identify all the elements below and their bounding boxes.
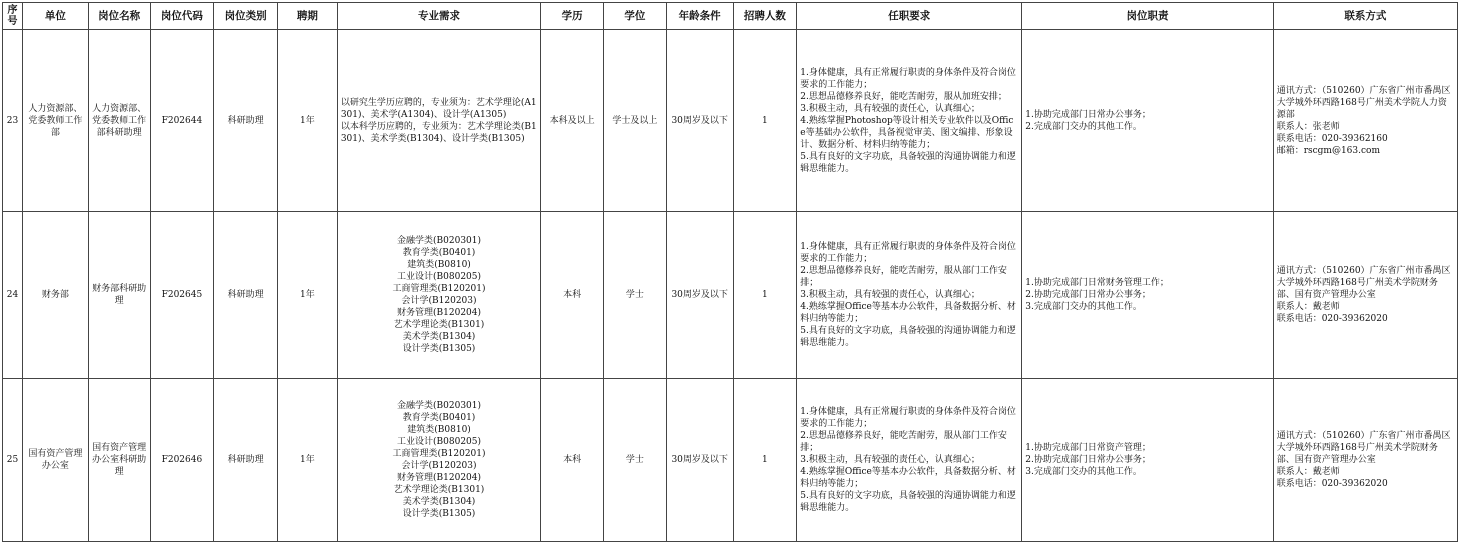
requirement-line: 4.熟练掌握Photoshop等设计相关专业软件以及Office等基础办公软件，具备视觉审美、图文编排、形象设计、数据分析、材料归纳等能力； [800, 115, 1014, 150]
contact-email: 邮箱：rscgm@163.com [1276, 145, 1380, 156]
cell-category: 科研助理 [214, 30, 278, 212]
cell-requirements [797, 379, 1022, 542]
recruitment-table [2, 2, 1458, 542]
cell-term: 1年 [278, 212, 338, 379]
major-line: 工商管理类(B120201) [392, 284, 486, 294]
contact-phone: 联系电话：020-39362160 [1276, 133, 1388, 144]
cell-education: 本科 [541, 212, 604, 379]
requirement-line: 3.积极主动，具有较强的责任心，认真细心； [800, 103, 980, 114]
cell-contact [1273, 30, 1457, 212]
cell-contact [1273, 212, 1457, 379]
major-line: 会计学(B120203) [401, 296, 477, 306]
requirement-line: 2.思想品德修养良好，能吃苦耐劳，服从部门工作安排； [800, 266, 1007, 288]
requirement-line: 5.具有良好的文字功底，具备较强的沟通协调能力和逻辑思维能力。 [800, 491, 1016, 513]
cell-term: 1年 [278, 30, 338, 212]
cell-unit: 人力资源部、党委教师工作部 [22, 30, 88, 212]
cell-code: F202644 [150, 30, 214, 212]
header-degree: 学位 [604, 3, 667, 30]
major-line: 金融学类(B020301) [397, 401, 482, 411]
cell-unit: 财务部 [22, 212, 88, 379]
header-duties: 岗位职责 [1022, 3, 1273, 30]
contact-person: 联系人：张老师 [1276, 121, 1340, 132]
contact-address: 通讯方式：（510260）广东省广州市番禺区大学城外环西路168号广州美术学院人力资源部 [1276, 85, 1451, 120]
cell-term: 1年 [278, 379, 338, 542]
header-term: 聘期 [278, 3, 338, 30]
duty-line: 1.协助完成部门日常资产管理； [1025, 443, 1151, 453]
cell-major [337, 379, 540, 542]
cell-age: 30周岁及以下 [666, 379, 733, 542]
requirement-line: 1.身体健康，具有正常履行职责的身体条件及符合岗位要求的工作能力； [800, 242, 1016, 264]
requirement-line: 4.熟练掌握Office等基本办公软件，具备数据分析、材料归纳等能力； [800, 467, 1016, 489]
cell-unit: 国有资产管理办公室 [22, 379, 88, 542]
requirement-line: 5.具有良好的文字功底，具备较强的沟通协调能力和逻辑思维能力。 [800, 151, 1016, 174]
requirement-line: 1.身体健康，具有正常履行职责的身体条件及符合岗位要求的工作能力； [800, 67, 1016, 90]
cell-code: F202646 [150, 379, 214, 542]
major-line: 设计学类(B1305) [402, 509, 476, 519]
header-major: 专业需求 [337, 3, 540, 30]
cell-duties [1022, 212, 1273, 379]
requirement-line: 3.积极主动，具有较强的责任心，认真细心； [800, 455, 980, 465]
requirement-line: 1.身体健康，具有正常履行职责的身体条件及符合岗位要求的工作能力； [800, 407, 1016, 429]
cell-position: 人力资源部、党委教师工作部科研助理 [88, 30, 150, 212]
header-unit: 单位 [22, 3, 88, 30]
requirement-line: 4.熟练掌握Office等基本办公软件，具备数据分析、材料归纳等能力； [800, 302, 1016, 324]
major-line: 建筑类(B0810) [407, 425, 471, 435]
cell-degree: 学士 [604, 379, 667, 542]
header-requirements: 任职要求 [797, 3, 1022, 30]
header-contact: 联系方式 [1273, 3, 1457, 30]
duty-line: 2.协助完成部门日常办公事务； [1025, 290, 1151, 300]
duty-line: 2.完成部门交办的其他工作。 [1025, 121, 1142, 132]
duty-line: 2.协助完成部门日常办公事务； [1025, 455, 1151, 465]
cell-category: 科研助理 [214, 379, 278, 542]
duty-line: 1.协助完成部门日常财务管理工作； [1025, 278, 1169, 288]
cell-position: 国有资产管理办公室科研助理 [88, 379, 150, 542]
cell-seq: 23 [3, 30, 23, 212]
major-line: 工商管理类(B120201) [392, 449, 486, 459]
duty-line: 1.协助完成部门日常办公事务； [1025, 109, 1151, 120]
major-line: 教育学类(B0401) [402, 248, 476, 258]
cell-requirements [797, 212, 1022, 379]
contact-address: 通讯方式：（510260）广东省广州市番禺区大学城外环西路168号广州美术学院财务部、国有资产管理办公室 [1276, 431, 1451, 465]
major-line: 会计学(B120203) [401, 461, 477, 471]
header-row [3, 3, 1458, 30]
cell-major [337, 212, 540, 379]
table-row [3, 212, 1458, 379]
major-line: 美术学类(B1304) [402, 332, 476, 342]
cell-category: 科研助理 [214, 212, 278, 379]
major-line: 工业设计(B080205) [397, 437, 482, 447]
cell-duties [1022, 30, 1273, 212]
major-line: 财务管理(B120204) [397, 308, 482, 318]
header-count: 招聘人数 [733, 3, 797, 30]
requirement-line: 2.思想品德修养良好，能吃苦耐劳，服从部门工作安排； [800, 431, 1007, 453]
requirement-line: 2.思想品德修养良好，能吃苦耐劳，服从加班安排； [800, 91, 1007, 102]
contact-phone: 联系电话：020-39362020 [1276, 479, 1388, 489]
contact-person: 联系人：戴老师 [1276, 302, 1340, 312]
contact-person: 联系人：戴老师 [1276, 467, 1340, 477]
header-age: 年龄条件 [666, 3, 733, 30]
cell-degree: 学士及以上 [604, 30, 667, 212]
major-line: 以研究生学历应聘的，专业须为：艺术学理论(A1301)、美术学(A1304)、设计学(A1305) [340, 97, 537, 120]
major-line: 金融学类(B020301) [397, 236, 482, 246]
cell-count: 1 [733, 212, 797, 379]
cell-education: 本科及以上 [541, 30, 604, 212]
major-line: 建筑类(B0810) [407, 260, 471, 270]
cell-major [337, 30, 540, 212]
cell-contact [1273, 379, 1457, 542]
cell-age: 30周岁及以下 [666, 212, 733, 379]
contact-address: 通讯方式：（510260）广东省广州市番禺区大学城外环西路168号广州美术学院财务部、国有资产管理办公室 [1276, 266, 1451, 300]
major-line: 教育学类(B0401) [402, 413, 476, 423]
contact-phone: 联系电话：020-39362020 [1276, 314, 1388, 324]
header-seq: 序号 [3, 3, 23, 30]
cell-seq: 24 [3, 212, 23, 379]
major-line: 美术学类(B1304) [402, 497, 476, 507]
header-category: 岗位类别 [214, 3, 278, 30]
major-line: 工业设计(B080205) [397, 272, 482, 282]
duty-line: 3.完成部门交办的其他工作。 [1025, 467, 1142, 477]
cell-age: 30周岁及以下 [666, 30, 733, 212]
header-education: 学历 [541, 3, 604, 30]
cell-count: 1 [733, 379, 797, 542]
duty-line: 3.完成部门交办的其他工作。 [1025, 302, 1142, 312]
header-position: 岗位名称 [88, 3, 150, 30]
major-line: 艺术学理论类(B1301) [393, 485, 485, 495]
cell-count: 1 [733, 30, 797, 212]
cell-requirements [797, 30, 1022, 212]
cell-seq: 25 [3, 379, 23, 542]
cell-education: 本科 [541, 379, 604, 542]
cell-code: F202645 [150, 212, 214, 379]
major-line: 设计学类(B1305) [402, 344, 476, 354]
cell-position: 财务部科研助理 [88, 212, 150, 379]
header-code: 岗位代码 [150, 3, 214, 30]
requirement-line: 5.具有良好的文字功底，具备较强的沟通协调能力和逻辑思维能力。 [800, 326, 1016, 348]
major-line: 财务管理(B120204) [397, 473, 482, 483]
cell-degree: 学士 [604, 212, 667, 379]
table-row [3, 30, 1458, 212]
table-row [3, 379, 1458, 542]
major-line: 以本科学历应聘的，专业须为：艺术学理论类(B1301)、美术学类(B1304)、设计学类(B1305) [340, 121, 537, 144]
cell-duties [1022, 379, 1273, 542]
major-line: 艺术学理论类(B1301) [393, 320, 485, 330]
requirement-line: 3.积极主动，具有较强的责任心，认真细心； [800, 290, 980, 300]
